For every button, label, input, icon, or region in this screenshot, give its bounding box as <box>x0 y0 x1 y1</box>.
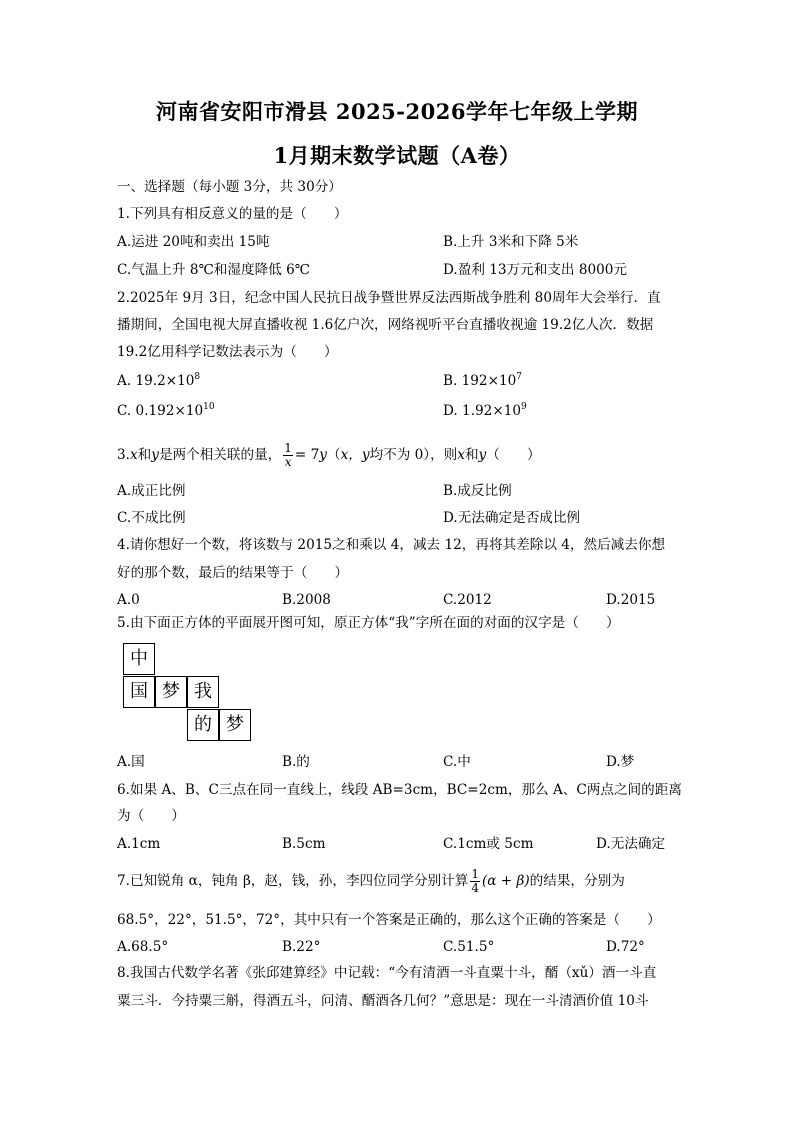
q7-option-a: A.68.5° <box>117 939 169 955</box>
q5-stem: 5.由下面正方体的平面展开图可知，原正方体“我”字所在面的对面的汉字是（ ） <box>117 615 620 631</box>
q3-stem: 3.x和y是两个相关联的量， $\frac{1}{x}$ = 7y（x，y均不为 0），则x和y（ ） <box>117 441 541 469</box>
q6-option-a: A.1cm <box>117 836 161 852</box>
q4-option-a: A.0 <box>117 592 140 608</box>
q3-option-b: B.成反比例 <box>443 483 512 499</box>
q6-stem-line1: 6.如果 A、B、C三点在同一直线上，线段 AB=3cm，BC=2cm，那么 A、C两点之间的距离 <box>117 782 682 798</box>
q7-option-b: B.22° <box>282 939 321 955</box>
q2-option-d: D. $1.92\times 10^9$ <box>443 402 527 419</box>
q4-option-c: C.2012 <box>443 592 492 608</box>
net-cell-zhong: 中 <box>123 643 155 675</box>
q7-fraction: $\frac{1}{4}$ <box>471 867 479 895</box>
q8-stem-line2: 粟三斗．今持粟三斛，得酒五斗，问清、醑酒各几何？”意思是：现在一斗清酒价值 10斗 <box>117 993 649 1009</box>
q3-option-d: D.无法确定是否成比例 <box>443 510 581 526</box>
net-cell-meng-2: 梦 <box>219 709 251 741</box>
q5-option-c: C.中 <box>443 754 471 770</box>
q2-option-c: C. $0.192\times 10^{10}$ <box>117 402 215 419</box>
q5-option-d: D.梦 <box>606 754 635 770</box>
q2-stem-line2: 播期间，全国电视大屏直播收视 1.6亿户次，网络视听平台直播收视逾 19.2亿人次．数据 <box>117 317 654 333</box>
q4-option-b: B.2008 <box>282 592 331 608</box>
q6-option-b: B.5cm <box>282 836 326 852</box>
q6-option-c: C.1cm或 5cm <box>443 836 534 852</box>
net-cell-de: 的 <box>187 709 219 741</box>
q1-option-b: B.上升 3米和下降 5米 <box>443 234 579 250</box>
q3-fraction: $\frac{1}{x}$ <box>284 441 292 469</box>
q3-option-c: C.不成比例 <box>117 510 186 526</box>
q7-option-d: D.72° <box>606 939 645 955</box>
q1-stem: 1.下列具有相反意义的量的是（ ） <box>117 206 348 222</box>
exam-title-line2: 1月期末数学试题（A卷） <box>273 143 521 168</box>
q6-stem-line2: 为（ ） <box>117 808 185 824</box>
q4-stem-line2: 好的那个数，最后的结果等于（ ） <box>117 565 349 581</box>
q2-option-a: A. $19.2\times 10^8$ <box>117 372 201 389</box>
q1-option-a: A.运进 20吨和卖出 15吨 <box>117 234 270 250</box>
q4-stem-line1: 4.请你想好一个数，将该数与 2015之和乘以 4，减去 12，再将其差除以 4，然后减去你想 <box>117 537 666 553</box>
q5-option-a: A.国 <box>117 754 145 770</box>
section-heading: 一、选择题（每小题 3分，共 30分） <box>117 179 342 195</box>
q6-option-d: D.无法确定 <box>596 836 666 852</box>
q1-option-d: D.盈利 13万元和支出 8000元 <box>443 262 628 278</box>
net-cell-guo: 国 <box>123 676 155 708</box>
q8-stem-line1: 8.我国古代数学名著《张邱建算经》中记载：“今有清酒一斗直粟十斗，醑（xǔ）酒一斗直 <box>117 965 657 981</box>
q2-option-b: B. $192\times 10^7$ <box>443 372 522 389</box>
q7-stem-line1: 7.已知锐角 α，钝角 β，赵，钱，孙，李四位同学分别计算 $\frac{1}{4}$ (α + β)的结果，分别为 <box>117 867 625 895</box>
net-cell-wo: 我 <box>187 676 219 708</box>
q1-option-c: C.气温上升 8℃和湿度降低 6℃ <box>117 262 310 278</box>
q4-option-d: D.2015 <box>606 592 656 608</box>
q7-stem-line2: 68.5°，22°，51.5°，72°，其中只有一个答案是正确的，那么这个正确的答案是（ ） <box>117 912 661 928</box>
q7-option-c: C.51.5° <box>443 939 495 955</box>
q3-option-a: A.成正比例 <box>117 483 186 499</box>
q2-stem-line1: 2.2025年 9月 3日，纪念中国人民抗日战争暨世界反法西斯战争胜利 80周年大会举行．直 <box>117 290 661 306</box>
q5-option-b: B.的 <box>282 754 310 770</box>
q2-stem-line3: 19.2亿用科学记数法表示为（ ） <box>117 344 338 360</box>
exam-title-line1: 河南省安阳市滑县 2025-2026学年七年级上学期 <box>156 99 638 124</box>
net-cell-meng-1: 梦 <box>155 676 187 708</box>
